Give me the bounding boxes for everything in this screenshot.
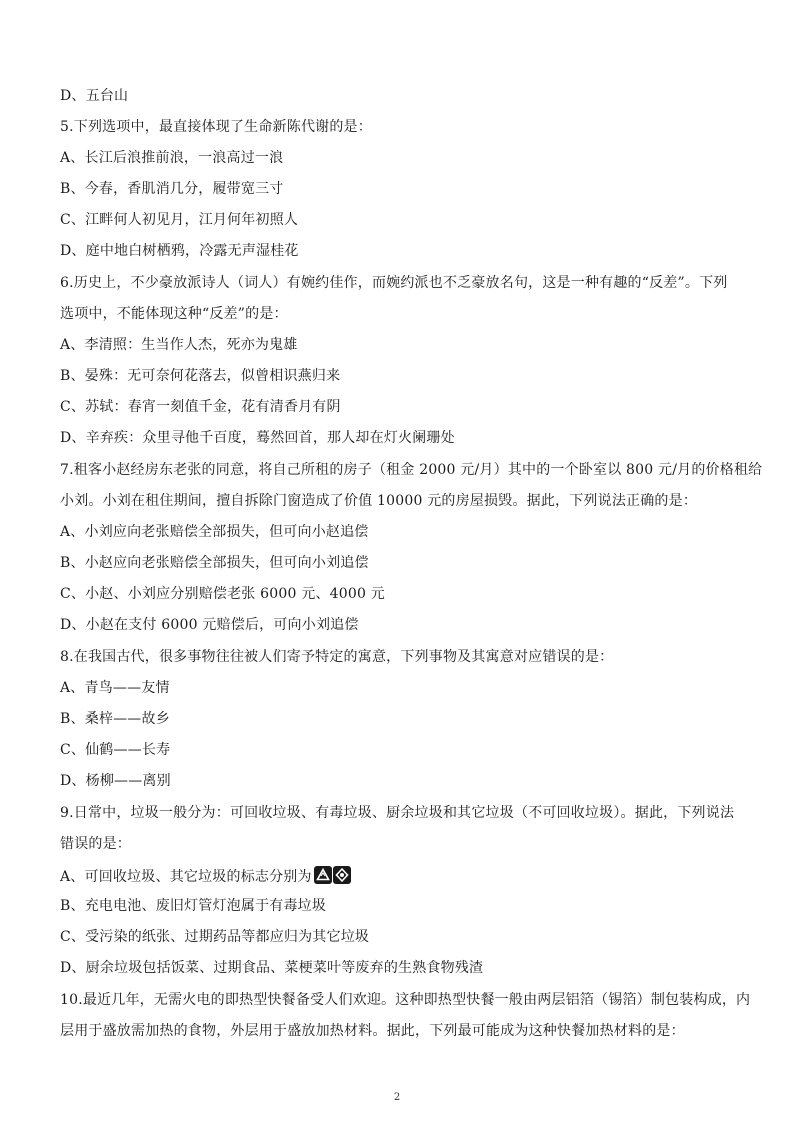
question-7-cont: 小刘。小刘在租住期间，擅自拆除门窗造成了价值 10000 元的房屋损毁。据此，下列说法正确的是：	[60, 493, 698, 509]
option-line: B、晏殊：无可奈何花落去，似曾相识燕归来	[60, 368, 341, 384]
text-line: D、五台山	[60, 88, 129, 104]
question-8: 8.在我国古代，很多事物往往被人们寄予特定的寓意，下列事物及其寓意对应错误的是：	[60, 649, 614, 665]
question-6: 6.历史上，不少豪放派诗人（词人）有婉约佳作，而婉约派也不乏豪放名句，这是一种有趣的“反差”。下列	[60, 275, 728, 291]
option-line	[60, 866, 351, 889]
waste-icons	[313, 866, 351, 889]
option-line: C、苏轼：春宵一刻值千金，花有清香月有阴	[60, 399, 341, 415]
option-line: A、李清照：生当作人杰，死亦为鬼雄	[60, 337, 298, 353]
option-line: C、受污染的纸张、过期药品等都应归为其它垃圾	[60, 929, 370, 945]
option-line: B、充电电池、废旧灯管灯泡属于有毒垃圾	[60, 898, 327, 914]
option-line: D、小赵在支付 6000 元赔偿后，可向小刘追偿	[60, 617, 359, 633]
recycle-icon	[314, 866, 332, 884]
option-line: D、庭中地白树栖鸦，冷露无声湿桂花	[60, 243, 299, 259]
option-line: A、小刘应向老张赔偿全部损失，但可向小赵追偿	[60, 524, 369, 540]
option-line: A、长江后浪推前浪，一浪高过一浪	[60, 150, 284, 166]
option-line: C、江畔何人初见月，江月何年初照人	[60, 212, 299, 228]
option-line: B、桑梓——故乡	[60, 711, 170, 727]
option-line: B、今春，香肌消几分，履带宽三寸	[60, 181, 284, 197]
question-7: 7.租客小赵经房东老张的同意，将自己所租的房子（租金 2000 元/月）其中的一个卧室以 800 元/月的价格租给	[60, 462, 763, 478]
option-line: C、仙鹤——长寿	[60, 742, 171, 758]
option-line: D、辛弃疾：众里寻他千百度，蓦然回首，那人却在灯火阑珊处	[60, 430, 455, 446]
option-line: B、小赵应向老张赔偿全部损失，但可向小刘追偿	[60, 555, 369, 571]
option-line: A、青鸟——友情	[60, 680, 170, 696]
option-line: D、杨柳——离别	[60, 773, 171, 789]
question-9: 9.日常中，垃圾一般分为：可回收垃圾、有毒垃圾、厨余垃圾和其它垃圾（不可回收垃圾）。据此，下列说法	[60, 805, 735, 821]
option-text: A、可回收垃圾、其它垃圾的标志分别为	[60, 869, 312, 885]
question-9-cont: 错误的是：	[60, 836, 131, 852]
question-10: 10.最近几年，无需火电的即热型快餐备受人们欢迎。这种即热型快餐一般由两层铝箔（锡箔）制包装构成，内	[60, 992, 751, 1008]
question-5: 5.下列选项中，最直接体现了生命新陈代谢的是：	[60, 119, 372, 135]
question-6-cont: 选项中，不能体现这种“反差”的是：	[60, 306, 288, 322]
option-line: C、小赵、小刘应分别赔偿老张 6000 元、4000 元	[60, 586, 385, 602]
other-waste-icon	[333, 866, 351, 884]
page-number: 2	[393, 1092, 401, 1103]
option-line: D、厨余垃圾包括饭菜、过期食品、菜梗菜叶等废弃的生熟食物残渣	[60, 960, 484, 976]
question-10-cont: 层用于盛放需加热的食物，外层用于盛放加热材料。据此，下列最可能成为这种快餐加热材料的是：	[60, 1023, 685, 1039]
